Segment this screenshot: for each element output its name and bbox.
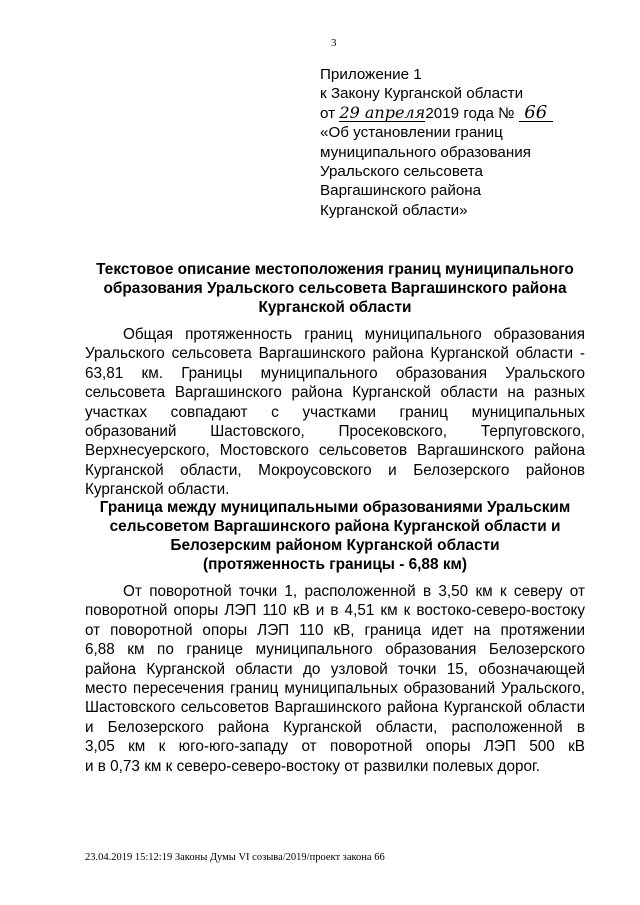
title-line: Курганской области — [258, 299, 412, 316]
date-suffix: 2019 года № — [425, 104, 515, 122]
text-line: От поворотной точки 1, расположенной в 3,50 км к северу от — [123, 583, 585, 600]
appendix-line: к Закону Курганской области — [320, 85, 524, 103]
section-heading-line: Граница между муниципальными образованиями Уральским — [99, 499, 571, 516]
text-line: Курганской области, Мокроусовского и Белозерского районов — [85, 461, 585, 479]
document-title — [85, 260, 585, 317]
date-prefix: от — [320, 104, 336, 122]
handwritten-law-number: 66 — [519, 105, 553, 122]
text-line: сельсовета Варгашинского района Курганской области на разных — [85, 384, 585, 402]
text-line: место пересечения границ муниципальных образований Уральского, — [85, 680, 585, 698]
footer-filepath: 23.04.2019 15:12:19 Законы Думы VI созыва/2019/проект закона 66 — [85, 852, 385, 863]
appendix-date-line — [320, 101, 620, 123]
text-line: Уральского сельсовета Варгашинского района Курганской области - — [85, 345, 585, 363]
section-heading-line: (протяженность границы - 6,88 км) — [202, 556, 468, 573]
text-line: 63,81 км. Границы муниципального образования Уральского — [85, 364, 585, 382]
text-line: от поворотной опоры ЛЭП 110 кВ, граница идет на протяжении — [85, 621, 585, 639]
appendix-line: муниципального образования — [320, 143, 531, 161]
title-line: Текстовое описание местоположения границ муниципального — [96, 261, 574, 278]
text-line: 3,05 км к юго-юго-западу от поворотной опоры ЛЭП 500 кВ — [85, 738, 585, 756]
text-line: 6,88 км по границе муниципального образования Белозерского — [85, 641, 585, 659]
text-line: Общая протяженность границ муниципального образования — [123, 326, 585, 343]
section-heading-line: сельсоветом Варгашинского района Курганской области и — [109, 518, 561, 535]
appendix-line: Курганской области» — [320, 201, 468, 219]
title-line: образования Уральского сельсовета Варгашинского района — [103, 280, 567, 297]
text-line: Верхнесуерского, Мостовского сельсоветов Варгашинского района — [85, 442, 585, 460]
paragraph-border-description — [85, 582, 585, 776]
text-line: поворотной опоры ЛЭП 110 кВ и в 4,51 км к востоко-северо-востоку — [85, 602, 585, 620]
appendix-line: Приложение 1 — [320, 66, 422, 83]
text-line: участках совпадают с участками границ муниципальных — [85, 403, 585, 421]
text-line: Курганской области. — [85, 481, 230, 499]
text-line: Шастовского сельсоветов Варгашинского района Курганской области — [85, 699, 585, 717]
section-heading — [85, 498, 585, 574]
appendix-line: Уральского сельсовета — [320, 163, 483, 181]
appendix-line: Варгашинского района — [320, 182, 482, 200]
appendix-block — [320, 65, 620, 220]
text-line: района Курганской области до узловой точки 15, обозначающей — [85, 660, 585, 678]
appendix-line: «Об установлении границ — [320, 124, 503, 142]
handwritten-date: 29 апреля — [339, 102, 426, 122]
text-line: и в 0,73 км к северо-северо-востоку от развилки полевых дорог. — [85, 757, 540, 775]
text-line: и Белозерского района Курганской области, расположенной в — [85, 718, 585, 736]
text-line: образований Шастовского, Просековского, Терпуговского, — [85, 423, 585, 441]
section-heading-line: Белозерским районом Курганской области — [170, 537, 500, 554]
paragraph-total-length — [85, 325, 585, 500]
page-number: 3 — [331, 37, 337, 49]
